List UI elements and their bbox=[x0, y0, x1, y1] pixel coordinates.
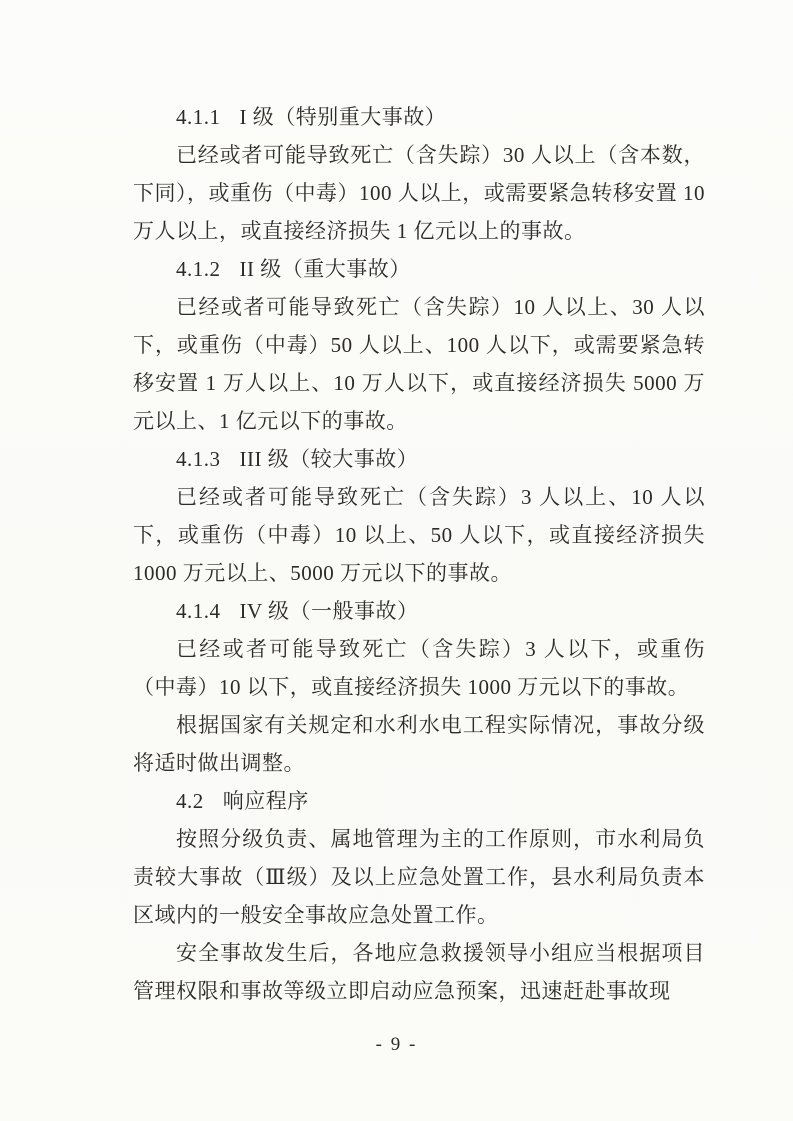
section-number: 4.1.4 bbox=[176, 599, 221, 623]
section-heading-4-1-4 bbox=[133, 592, 705, 630]
section-title: IV 级（一般事故） bbox=[239, 599, 419, 623]
document-text-block bbox=[133, 98, 705, 1010]
paragraph-level-4-definition: 已经或者可能导致死亡（含失踪）3 人以下，或重伤（中毒）10 以下，或直接经济损失 1000 万元以下的事故。 bbox=[133, 637, 705, 699]
section-heading-4-1-1 bbox=[133, 98, 705, 136]
paragraph-response-responsibility: 按照分级负责、属地管理为主的工作原则，市水利局负责较大事故（Ⅲ级）及以上应急处置工作，县水利局负责本区域内的一般安全事故应急处置工作。 bbox=[133, 827, 705, 927]
section-number: 4.1.1 bbox=[176, 105, 221, 129]
section-heading-4-1-2 bbox=[133, 250, 705, 288]
section-number: 4.1.2 bbox=[176, 257, 221, 281]
page-number: - 9 - bbox=[375, 1034, 418, 1055]
paragraph-level-2-definition: 已经或者可能导致死亡（含失踪）10 人以上、30 人以下，或重伤（中毒）50 人以上、100 人以下，或需要紧急转移安置 1 万人以上、10 万人以下，或直接经济损失 5000 万元以上、1 亿元以下的事故。 bbox=[133, 295, 705, 433]
paragraph-response-activation: 安全事故发生后，各地应急救援领导小组应当根据项目管理权限和事故等级立即启动应急预案，迅速赶赴事故现 bbox=[133, 941, 705, 1003]
section-title: II 级（重大事故） bbox=[239, 257, 411, 281]
section-title: I 级（特别重大事故） bbox=[239, 105, 447, 129]
section-number: 4.1.3 bbox=[176, 447, 221, 471]
section-heading-4-1-3 bbox=[133, 440, 705, 478]
section-heading-4-2 bbox=[133, 782, 705, 820]
section-title: III 级（较大事故） bbox=[239, 447, 419, 471]
paragraph-level-1-definition: 已经或者可能导致死亡（含失踪）30 人以上（含本数，下同），或重伤（中毒）100 人以上，或需要紧急转移安置 10 万人以上，或直接经济损失 1 亿元以上的事故。 bbox=[133, 143, 705, 243]
paragraph-level-3-definition: 已经或者可能导致死亡（含失踪）3 人以上、10 人以下，或重伤（中毒）10 以上、50 人以下，或直接经济损失 1000 万元以上、5000 万元以下的事故。 bbox=[133, 485, 705, 585]
section-title: 响应程序 bbox=[222, 789, 309, 813]
section-number: 4.2 bbox=[176, 789, 204, 813]
paragraph-classification-adjustment: 根据国家有关规定和水利水电工程实际情况，事故分级将适时做出调整。 bbox=[133, 713, 705, 775]
